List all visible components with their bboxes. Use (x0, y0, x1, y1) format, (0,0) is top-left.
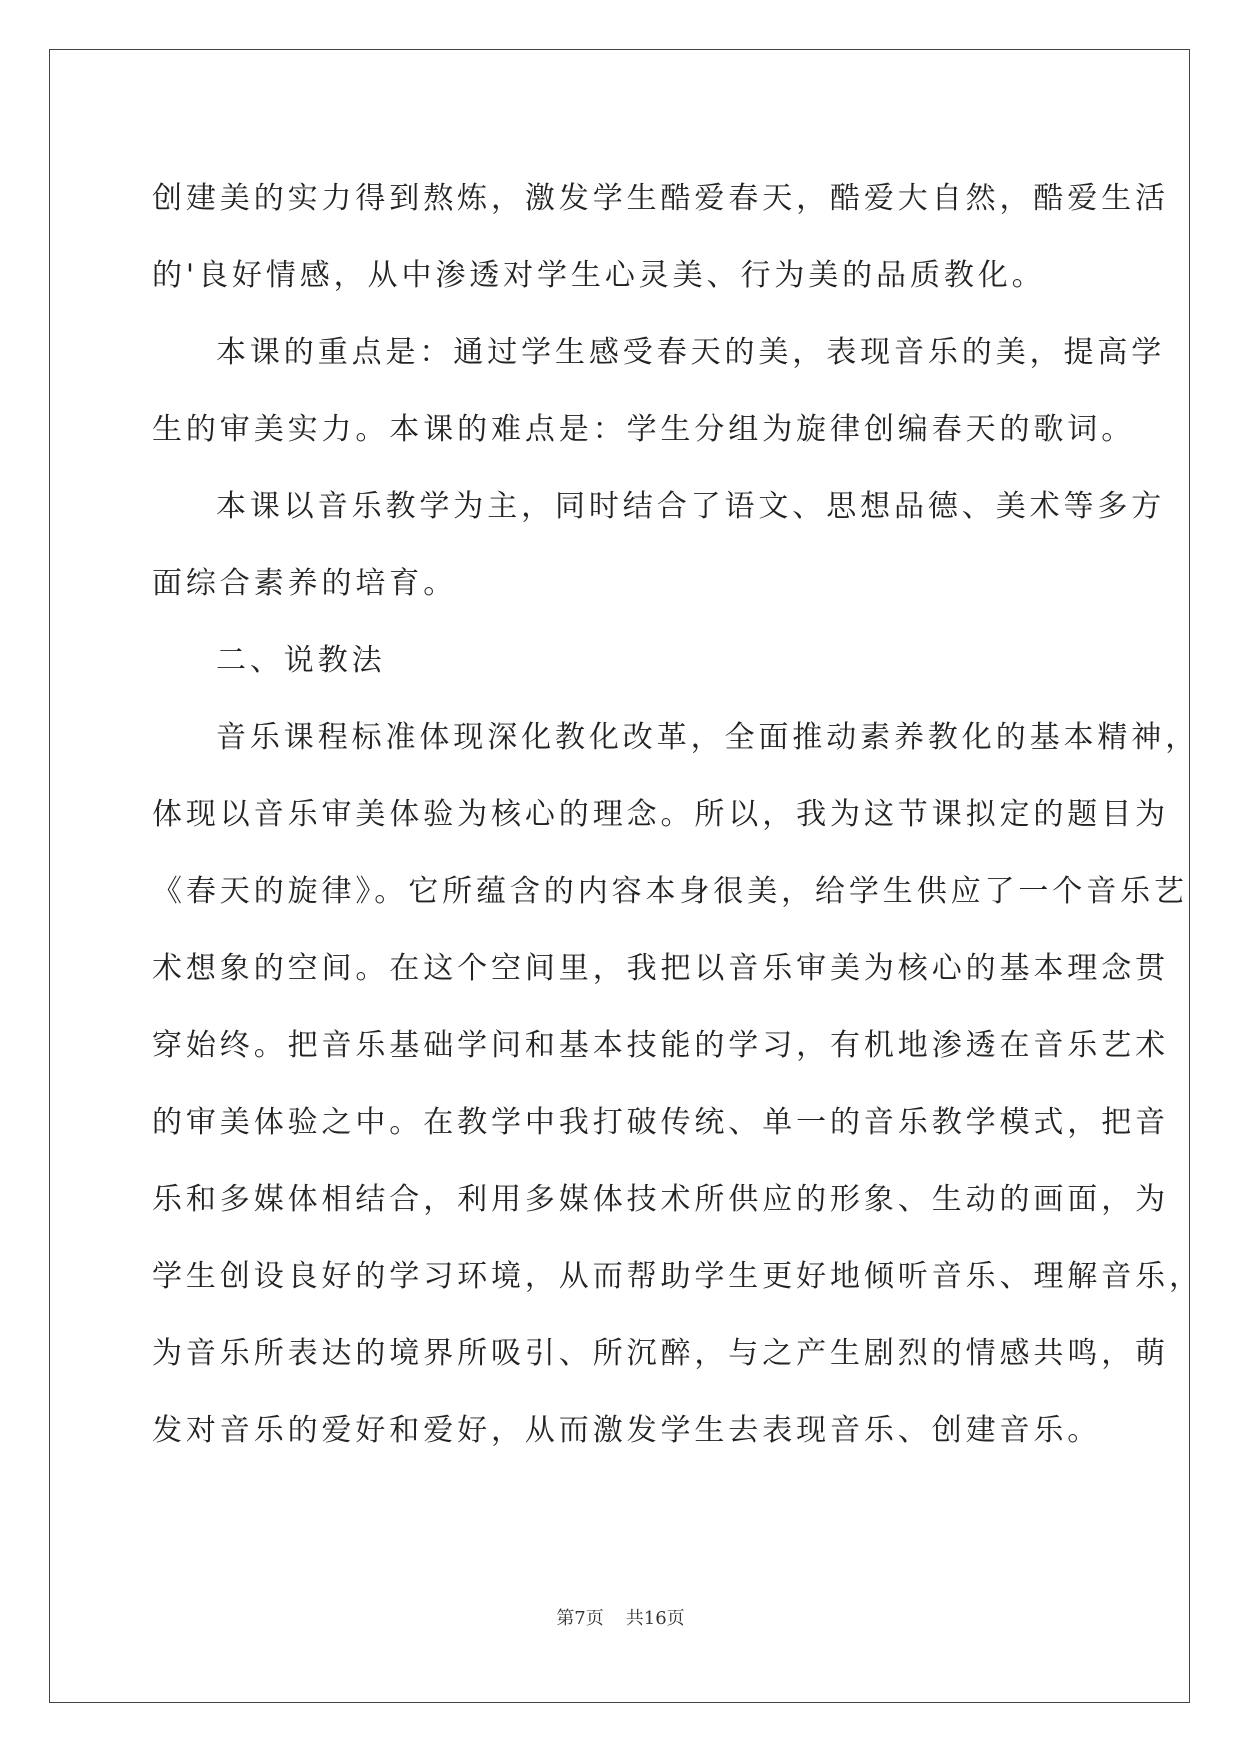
paragraph-line: 乐和多媒体相结合，利用多媒体技术所供应的形象、生动的画面，为 (152, 1182, 1169, 1217)
paragraph-line: 生的审美实力。本课的难点是：学生分组为旋律创编春天的歌词。 (152, 412, 1136, 447)
paragraph-line: 为音乐所表达的境界所吸引、所沉醉，与之产生剧烈的情感共鸣，萌 (152, 1336, 1169, 1371)
document-body (152, 160, 1203, 1469)
paragraph-line: 术想象的空间。在这个空间里，我把以音乐审美为核心的基本理念贯 (152, 951, 1169, 986)
paragraph-line: 发对音乐的爱好和爱好，从而激发学生去表现音乐、创建音乐。 (152, 1413, 1102, 1448)
paragraph-line: 学生创设良好的学习环境，从而帮助学生更好地倾听音乐、理解音乐， (152, 1259, 1203, 1294)
page-footer (0, 1604, 1241, 1630)
paragraph-line: 面综合素养的培育。 (152, 566, 458, 601)
paragraph-line: 创建美的实力得到熬炼，激发学生酷爱春天，酷爱大自然，酷爱生活 (152, 181, 1169, 216)
paragraph-line: 穿始终。把音乐基础学问和基本技能的学习，有机地渗透在音乐艺术 (152, 1028, 1169, 1063)
paragraph-line: 本课的重点是：通过学生感受春天的美，表现音乐的美，提高学 (216, 335, 1166, 370)
paragraph-line: 的审美体验之中。在教学中我打破传统、单一的音乐教学模式，把音 (152, 1105, 1169, 1140)
section-heading: 二、说教法 (216, 643, 386, 678)
page-total: 共16页 (625, 1608, 685, 1629)
paragraph-line: 本课以音乐教学为主，同时结合了语文、思想品德、美术等多方 (216, 489, 1166, 524)
paragraph-line: 《春天的旋律》。它所蕴含的内容本身很美，给学生供应了一个音乐艺 (152, 874, 1188, 909)
paragraph-line: 音乐课程标准体现深化教化改革，全面推动素养教化的基本精神， (216, 720, 1200, 755)
page-number: 第7页 (556, 1608, 604, 1629)
paragraph-line: 的'良好情感，从中渗透对学生心灵美、行为美的品质教化。 (152, 258, 1046, 293)
paragraph-line: 体现以音乐审美体验为核心的理念。所以，我为这节课拟定的题目为 (152, 797, 1169, 832)
